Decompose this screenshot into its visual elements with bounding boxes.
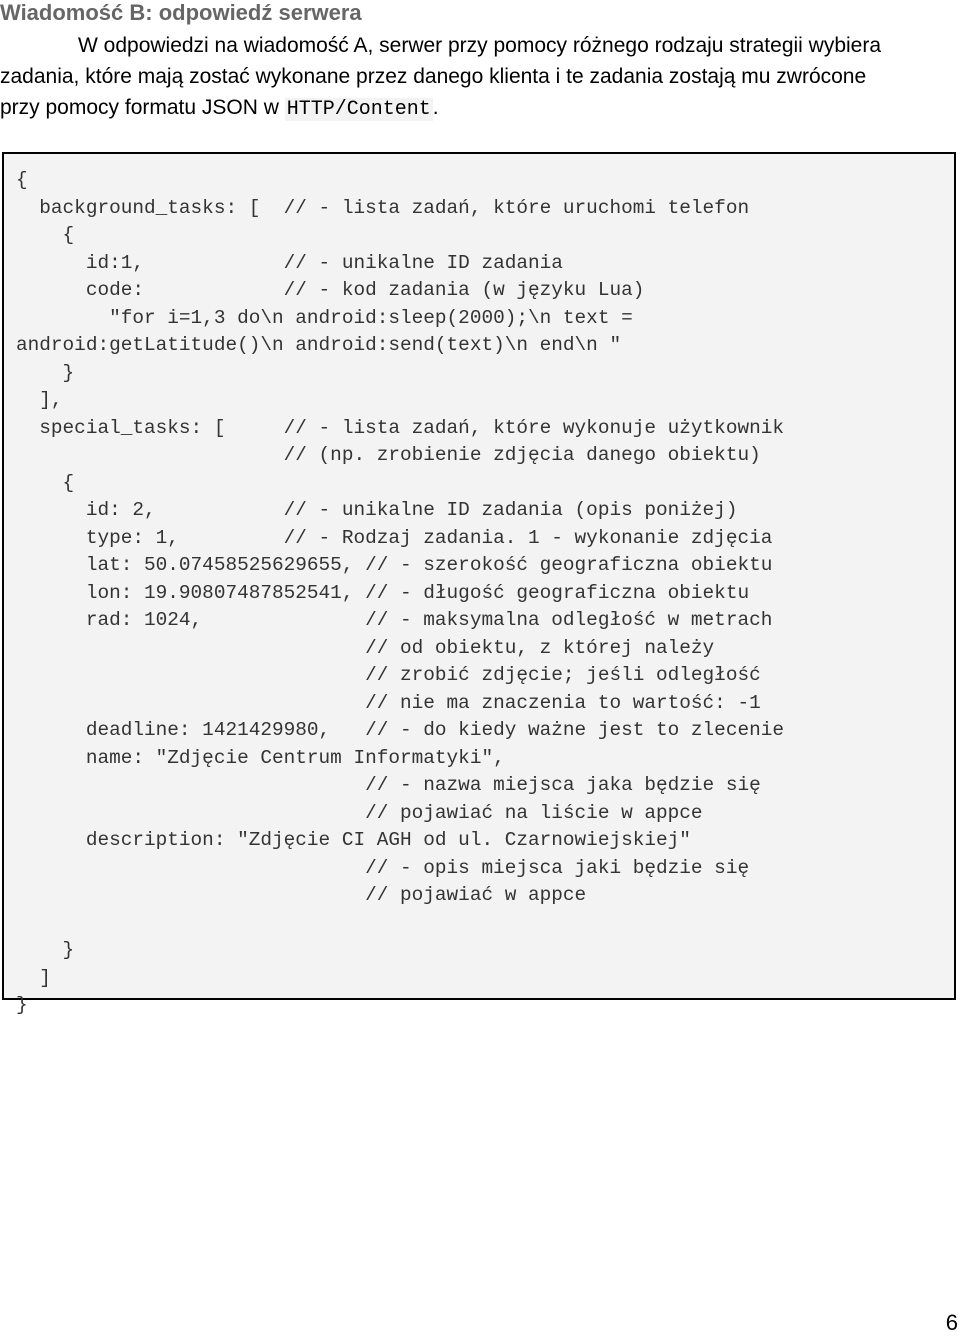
code-line: } xyxy=(16,361,75,384)
code-line xyxy=(16,910,784,938)
code-line: android:getLatitude()\n android:send(text)\n end\n " xyxy=(16,334,622,356)
code-line: id:1, // - unikalne ID zadania xyxy=(16,251,563,274)
inline-code-http-content: HTTP/Content xyxy=(286,98,431,121)
code-line: lat: 50.07458525629655, // - szerokość geograficzna obiektu xyxy=(16,554,773,576)
code-line: // zrobić zdjęcie; jeśli odległość xyxy=(16,664,761,686)
code-line: name: "Zdjęcie Centrum Informatyki", xyxy=(16,746,505,769)
code-line: deadline: 1421429980, // - do kiedy ważne jest to zlecenie xyxy=(16,719,784,741)
code-line: description: "Zdjęcie CI AGH od ul. Czarnowiejskiej" xyxy=(16,829,691,851)
intro-line-3-text: przy pomocy formatu JSON w xyxy=(0,96,285,119)
code-line: ] xyxy=(16,966,51,989)
code-line: { xyxy=(16,169,28,191)
code-line: { xyxy=(16,224,75,246)
page-number: 6 xyxy=(945,1310,958,1335)
code-line: special_tasks: [ // - lista zadań, które wykonuje użytkownik xyxy=(16,416,784,439)
code-line: // pojawiać w appce xyxy=(16,884,587,906)
code-line: { xyxy=(16,471,75,494)
code-line: "for i=1,3 do\n android:sleep(2000);\n text = xyxy=(16,306,633,329)
json-code-block xyxy=(2,152,956,1016)
intro-line-1: W odpowiedzi na wiadomość A, serwer przy pomocy różnego rodzaju strategii wybiera xyxy=(78,34,882,57)
code-line: id: 2, // - unikalne ID zadania (opis poniżej) xyxy=(16,499,738,521)
intro-paragraph xyxy=(0,30,958,123)
code-line: lon: 19.90807487852541, // - długość geograficzna obiektu xyxy=(16,581,750,604)
intro-line-3 xyxy=(0,92,958,123)
code-line: // od obiektu, z której należy xyxy=(16,636,715,659)
code-line: type: 1, // - Rodzaj zadania. 1 - wykonanie zdjęcia xyxy=(16,526,773,549)
code-line: ], xyxy=(16,389,63,411)
code-line: // - opis miejsca jaki będzie się xyxy=(16,856,750,879)
code-line: rad: 1024, // - maksymalna odległość w metrach xyxy=(16,609,773,631)
code-line: // nie ma znaczenia to wartość: -1 xyxy=(16,691,761,714)
code-line: code: // - kod zadania (w języku Lua) xyxy=(16,279,645,301)
code-line: } xyxy=(16,939,75,961)
code-line: // - nazwa miejsca jaka będzie się xyxy=(16,774,761,796)
intro-line-2: zadania, które mają zostać wykonane przez danego klienta i te zadania zostają mu zwrócone xyxy=(0,65,867,88)
json-code xyxy=(16,167,784,1020)
section-heading: Wiadomość B: odpowiedź serwera xyxy=(0,0,362,25)
intro-line-3-period: . xyxy=(432,96,439,119)
code-line: // (np. zrobienie zdjęcia danego obiektu) xyxy=(16,444,761,466)
code-line: background_tasks: [ // - lista zadań, które uruchomi telefon xyxy=(16,196,750,219)
code-line: } xyxy=(16,994,28,1016)
code-line: // pojawiać na liście w appce xyxy=(16,801,703,824)
